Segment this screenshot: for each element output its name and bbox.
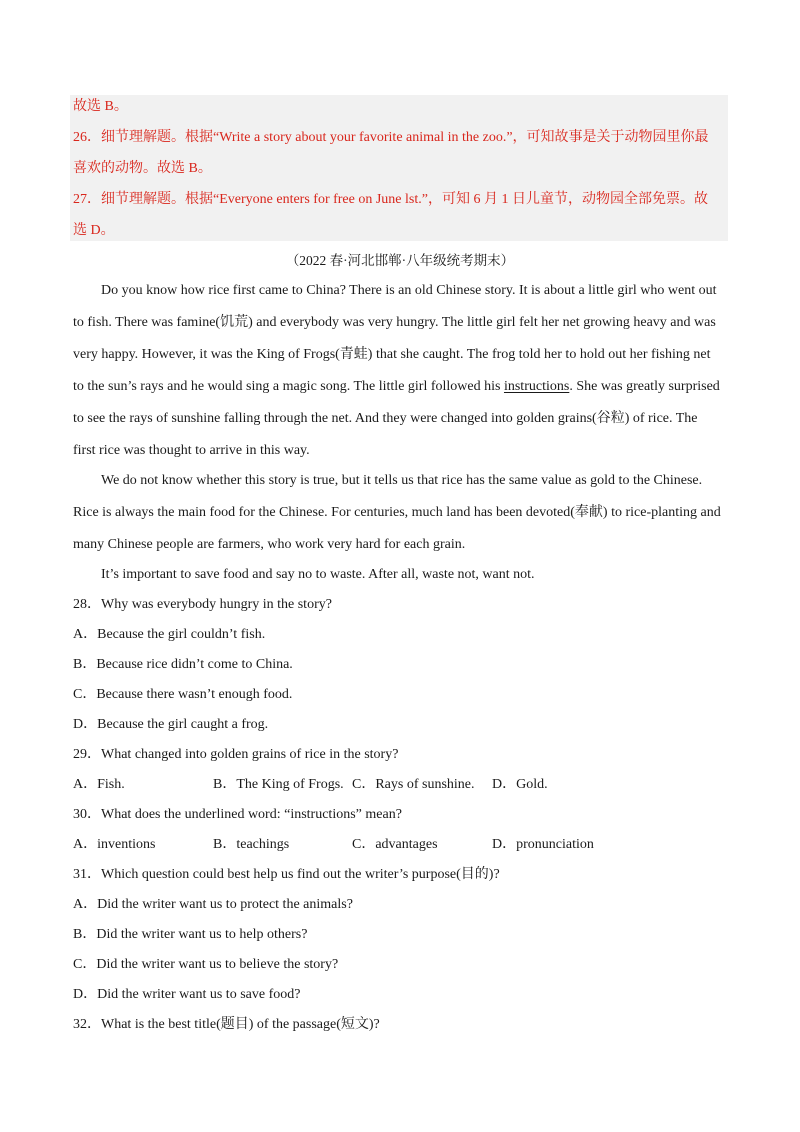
answer-line: 27．细节理解题。根据“Everyone enters for free on June lst.”，可知 6 月 1 日儿童节，动物园全部免票。故 bbox=[73, 192, 708, 207]
option-b: B．The King of Frogs. bbox=[213, 777, 344, 792]
answer-line: 喜欢的动物。故选 B。 bbox=[73, 161, 212, 176]
question-28: 28．Why was everybody hungry in the story? bbox=[73, 597, 332, 612]
passage-line: We do not know whether this story is true, but it tells us that rice has the same value as gold to the Chinese. bbox=[101, 473, 703, 488]
option-b: B．Because rice didn’t come to China. bbox=[73, 657, 293, 672]
option-c: C．Rays of sunshine. bbox=[352, 777, 475, 792]
passage-source: （2022 春·河北邯郸·八年级统考期末） bbox=[285, 253, 515, 268]
answer-line: 26．细节理解题。根据“Write a story about your favorite animal in the zoo.”，可知故事是关于动物园里你最 bbox=[73, 130, 709, 145]
option-a: A．inventions bbox=[73, 837, 156, 852]
option-a: A．Fish. bbox=[73, 777, 125, 792]
option-c: C．advantages bbox=[352, 837, 438, 852]
question-30: 30．What does the underlined word: “instructions” mean? bbox=[73, 807, 402, 822]
option-b: B．Did the writer want us to help others? bbox=[73, 927, 308, 942]
passage-line bbox=[73, 378, 720, 396]
option-c: C．Did the writer want us to believe the story? bbox=[73, 957, 339, 972]
passage-line: many Chinese people are farmers, who work very hard for each grain. bbox=[73, 537, 466, 552]
option-c: C．Because there wasn’t enough food. bbox=[73, 687, 293, 702]
question-31: 31．Which question could best help us find out the writer’s purpose(目的)? bbox=[73, 867, 500, 882]
passage-line: very happy. However, it was the King of Frogs(青蛙) that she caught. The frog told her to hold out her fishing net bbox=[73, 347, 711, 362]
passage-line: first rice was thought to arrive in this way. bbox=[73, 443, 310, 458]
question-29: 29．What changed into golden grains of rice in the story? bbox=[73, 747, 399, 762]
passage-text: . She was greatly surprised bbox=[569, 379, 720, 394]
answer-line: 选 D。 bbox=[73, 223, 115, 238]
passage-line: Do you know how rice first came to China? There is an old Chinese story. It is about a little girl who went out bbox=[101, 283, 717, 298]
option-d: D．Did the writer want us to save food? bbox=[73, 987, 301, 1002]
underlined-word: instructions bbox=[503, 379, 570, 394]
passage-line: to see the rays of sunshine falling through the net. And they were changed into golden grains(谷粒) of rice. The bbox=[73, 411, 698, 426]
passage-text: to the sun’s rays and he would sing a magic song. The little girl followed his bbox=[73, 379, 504, 394]
option-d: D．Gold. bbox=[492, 777, 548, 792]
passage-line: It’s important to save food and say no to waste. After all, waste not, want not. bbox=[101, 567, 535, 582]
option-a: A．Because the girl couldn’t fish. bbox=[73, 627, 266, 642]
option-b: B．teachings bbox=[213, 837, 290, 852]
option-a: A．Did the writer want us to protect the animals? bbox=[73, 897, 353, 912]
passage-line: Rice is always the main food for the Chinese. For centuries, much land has been devoted(奉献) to rice-planting and bbox=[73, 505, 721, 520]
answer-line: 故选 B。 bbox=[73, 99, 128, 114]
passage-line: to fish. There was famine(饥荒) and everybody was very hungry. The little girl felt her net growing heavy and was bbox=[73, 315, 716, 330]
option-d: D．pronunciation bbox=[492, 837, 594, 852]
option-d: D．Because the girl caught a frog. bbox=[73, 717, 269, 732]
question-32: 32．What is the best title(题目) of the passage(短文)? bbox=[73, 1017, 380, 1032]
